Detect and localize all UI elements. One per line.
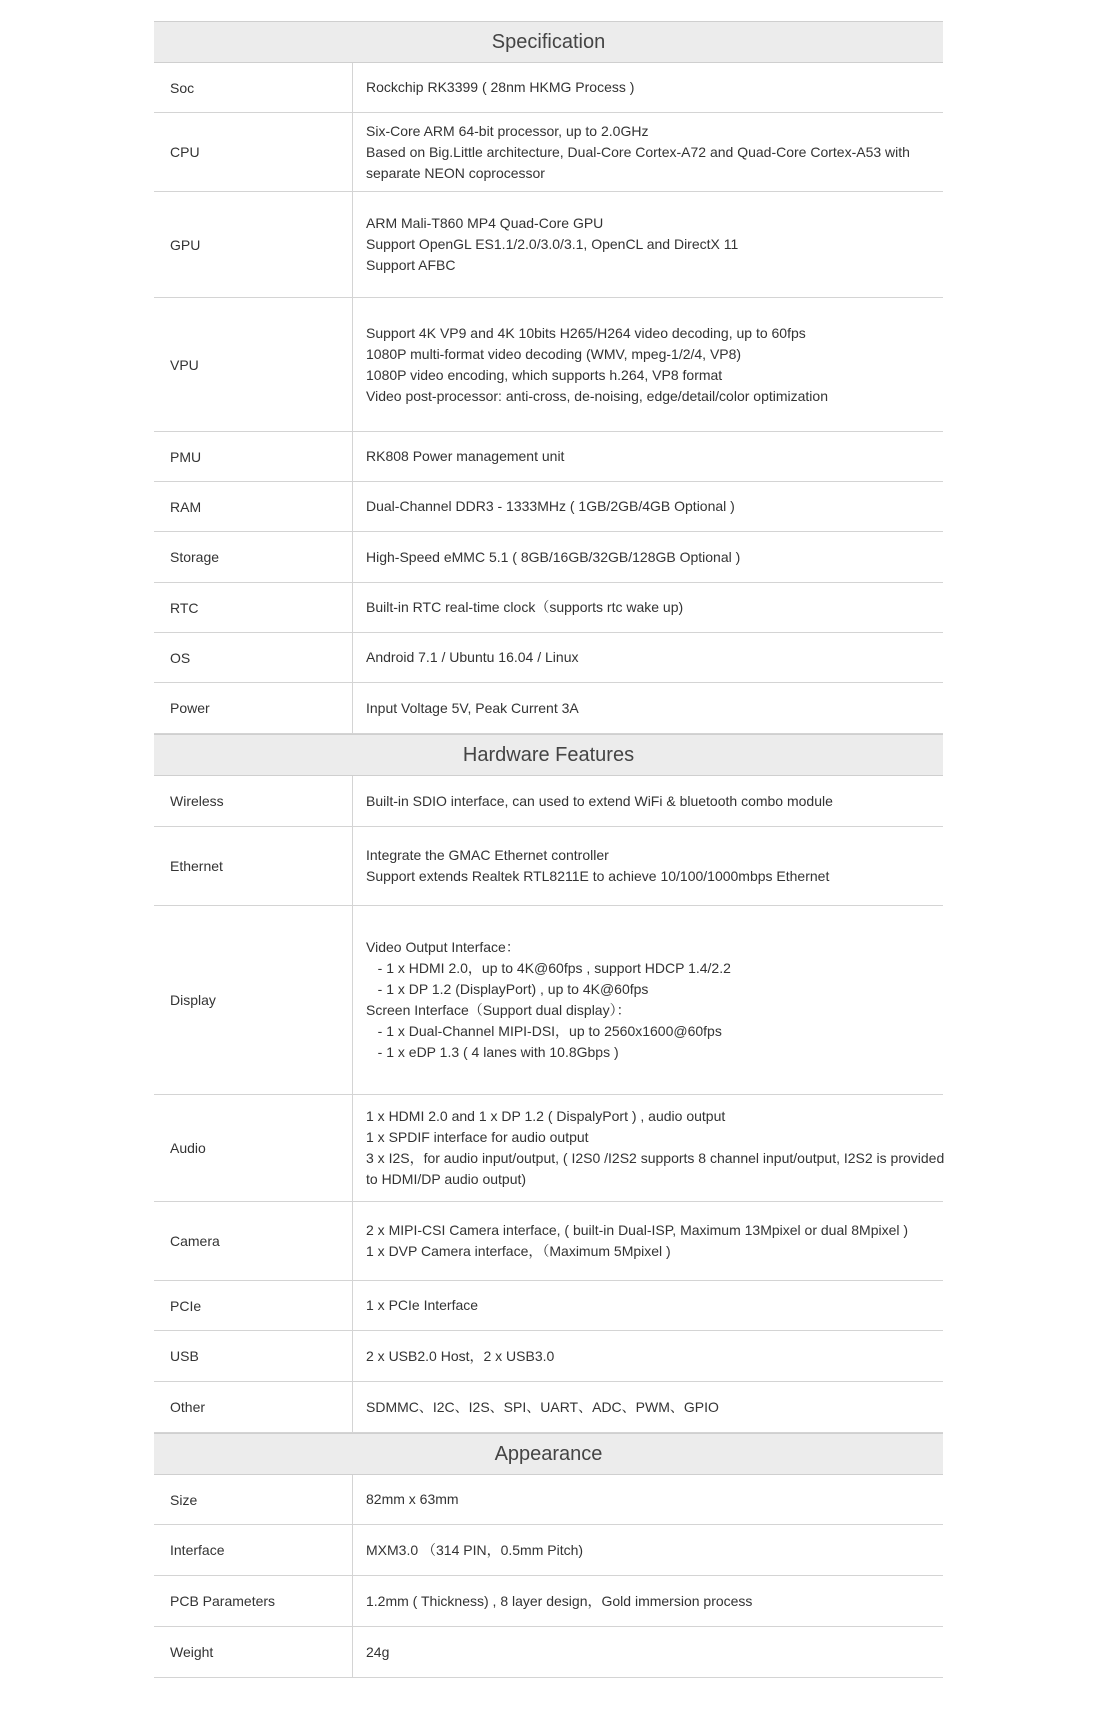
- spec-value-line: 1 x SPDIF interface for audio output: [366, 1129, 589, 1145]
- spec-label: GPU: [154, 192, 353, 297]
- spec-value: [353, 298, 943, 431]
- spec-label: Weight: [154, 1627, 353, 1677]
- spec-value-line: Built-in RTC real-time clock（supports rtc wake up): [366, 599, 684, 615]
- spec-row: [154, 298, 943, 432]
- spec-value: [353, 1576, 943, 1626]
- spec-value-line: 1.2mm ( Thickness) , 8 layer design，Gold immersion process: [366, 1592, 753, 1609]
- spec-value-line: SDMMC、I2C、I2S、SPI、UART、ADC、PWM、GPIO: [366, 1398, 719, 1415]
- spec-value-line: High-Speed eMMC 5.1 ( 8GB/16GB/32GB/128GB Optional ): [366, 548, 741, 565]
- spec-value-line: separate NEON coprocessor: [366, 164, 545, 181]
- spec-row: [154, 633, 943, 683]
- spec-label: Soc: [154, 63, 353, 112]
- spec-section: [154, 734, 943, 1433]
- spec-label: Other: [154, 1382, 353, 1432]
- spec-label: Interface: [154, 1525, 353, 1575]
- spec-value-line: 3 x I2S，for audio input/output, ( I2S0 /I2S2 supports 8 channel input/output, I2S2 is provided: [366, 1150, 945, 1166]
- spec-value-line: Video Output Interface：: [366, 939, 520, 955]
- spec-label: Wireless: [154, 776, 353, 826]
- spec-value-line: 24g: [366, 1643, 390, 1660]
- section-title: Appearance: [154, 1433, 943, 1475]
- spec-value-line: MXM3.0 （314 PIN，0.5mm Pitch): [366, 1541, 584, 1558]
- spec-value-line: Video post-processor: anti-cross, de-noising, edge/detail/color optimization: [366, 387, 828, 404]
- spec-row: [154, 1627, 943, 1678]
- spec-value: [353, 1627, 943, 1677]
- spec-value-line: Based on Big.Little architecture, Dual-Core Cortex-A72 and Quad-Core Cortex-A53 with: [366, 143, 910, 160]
- spec-row: [154, 192, 943, 298]
- spec-value-line: Support 4K VP9 and 4K 10bits H265/H264 video decoding, up to 60fps: [366, 324, 806, 341]
- spec-label: PCB Parameters: [154, 1576, 353, 1626]
- spec-value-line: Support AFBC: [366, 257, 456, 273]
- spec-value-line: Dual-Channel DDR3 - 1333MHz ( 1GB/2GB/4GB Optional ): [366, 498, 735, 514]
- spec-value: [353, 1475, 943, 1524]
- spec-label: OS: [154, 633, 353, 682]
- spec-label: USB: [154, 1331, 353, 1381]
- spec-value: [353, 1202, 943, 1280]
- spec-row: [154, 113, 943, 192]
- spec-label: Display: [154, 906, 353, 1094]
- spec-row: [154, 1475, 943, 1525]
- spec-label: RTC: [154, 583, 353, 632]
- spec-value-line: - 1 x HDMI 2.0，up to 4K@60fps , support HDCP 1.4/2.2: [366, 960, 731, 976]
- spec-value-line: Integrate the GMAC Ethernet controller: [366, 847, 609, 863]
- spec-value: [353, 1281, 943, 1330]
- spec-value: [353, 1331, 943, 1381]
- spec-value-line: Support extends Realtek RTL8211E to achieve 10/100/1000mbps Ethernet: [366, 868, 830, 884]
- spec-value: [353, 827, 943, 905]
- spec-value-line: Input Voltage 5V, Peak Current 3A: [366, 699, 579, 716]
- spec-row: [154, 583, 943, 633]
- spec-value: [353, 192, 943, 297]
- spec-label: Audio: [154, 1095, 353, 1201]
- spec-table: [154, 21, 943, 1678]
- spec-row: [154, 482, 943, 532]
- spec-label: Camera: [154, 1202, 353, 1280]
- spec-row: [154, 532, 943, 583]
- spec-value-line: 1080P video encoding, which supports h.264, VP8 format: [366, 366, 723, 383]
- spec-label: CPU: [154, 113, 353, 191]
- spec-value-line: Rockchip RK3399 ( 28nm HKMG Process ): [366, 79, 635, 95]
- spec-row: [154, 776, 943, 827]
- spec-value: [353, 482, 943, 531]
- spec-value-line: Android 7.1 / Ubuntu 16.04 / Linux: [366, 649, 579, 665]
- section-title: Hardware Features: [154, 734, 943, 776]
- spec-label: Size: [154, 1475, 353, 1524]
- spec-label: PCIe: [154, 1281, 353, 1330]
- spec-value-line: ARM Mali-T860 MP4 Quad-Core GPU: [366, 215, 604, 231]
- spec-value-line: 1 x HDMI 2.0 and 1 x DP 1.2 ( DispalyPort ) , audio output: [366, 1108, 726, 1124]
- spec-value: [353, 532, 943, 582]
- spec-row: [154, 1331, 943, 1382]
- spec-value-line: 1 x PCIe Interface: [366, 1297, 479, 1313]
- spec-value-line: 2 x USB2.0 Host，2 x USB3.0: [366, 1347, 555, 1364]
- spec-row: [154, 906, 943, 1095]
- spec-value-line: 1080P multi-format video decoding (WMV, mpeg-1/2/4, VP8): [366, 345, 742, 362]
- spec-value: [353, 1382, 943, 1432]
- spec-row: [154, 1382, 943, 1433]
- spec-value-line: - 1 x DP 1.2 (DisplayPort) , up to 4K@60fps: [366, 981, 649, 997]
- spec-value: [353, 113, 943, 191]
- spec-value: [353, 633, 943, 682]
- spec-value-line: 2 x MIPI-CSI Camera interface, ( built-in Dual-ISP, Maximum 13Mpixel or dual 8Mpixel ): [366, 1222, 909, 1238]
- spec-value-line: RK808 Power management unit: [366, 448, 565, 464]
- spec-value-line: 1 x DVP Camera interface，（Maximum 5Mpixel ): [366, 1243, 671, 1259]
- spec-row: [154, 63, 943, 113]
- spec-section: [154, 1433, 943, 1678]
- spec-value-line: to HDMI/DP audio output): [366, 1171, 527, 1187]
- spec-value: [353, 906, 943, 1094]
- spec-label: Storage: [154, 532, 353, 582]
- spec-value-line: 82mm x 63mm: [366, 1491, 459, 1507]
- spec-value: [353, 1525, 943, 1575]
- spec-value: [353, 63, 943, 112]
- spec-value-line: Six-Core ARM 64-bit processor, up to 2.0GHz: [366, 122, 649, 139]
- spec-label: PMU: [154, 432, 353, 481]
- spec-value-line: Screen Interface（Support dual display）：: [366, 1002, 631, 1018]
- spec-value: [353, 683, 943, 733]
- spec-label: VPU: [154, 298, 353, 431]
- spec-value-line: Built-in SDIO interface, can used to extend WiFi & bluetooth combo module: [366, 792, 833, 809]
- spec-value: [353, 776, 943, 826]
- spec-value-line: Support OpenGL ES1.1/2.0/3.0/3.1, OpenCL and DirectX 11: [366, 236, 739, 252]
- spec-row: [154, 1525, 943, 1576]
- spec-row: [154, 1202, 943, 1281]
- spec-value: [353, 1095, 943, 1201]
- spec-row: [154, 827, 943, 906]
- spec-label: Ethernet: [154, 827, 353, 905]
- spec-value: [353, 432, 943, 481]
- spec-row: [154, 1281, 943, 1331]
- spec-label: Power: [154, 683, 353, 733]
- spec-value-line: - 1 x eDP 1.3 ( 4 lanes with 10.8Gbps ): [366, 1044, 619, 1060]
- section-title: Specification: [154, 21, 943, 63]
- spec-label: RAM: [154, 482, 353, 531]
- spec-row: [154, 1095, 943, 1202]
- spec-row: [154, 683, 943, 734]
- spec-row: [154, 432, 943, 482]
- spec-section: [154, 21, 943, 734]
- spec-value: [353, 583, 943, 632]
- spec-row: [154, 1576, 943, 1627]
- spec-value-line: - 1 x Dual-Channel MIPI-DSI，up to 2560x1600@60fps: [366, 1023, 722, 1039]
